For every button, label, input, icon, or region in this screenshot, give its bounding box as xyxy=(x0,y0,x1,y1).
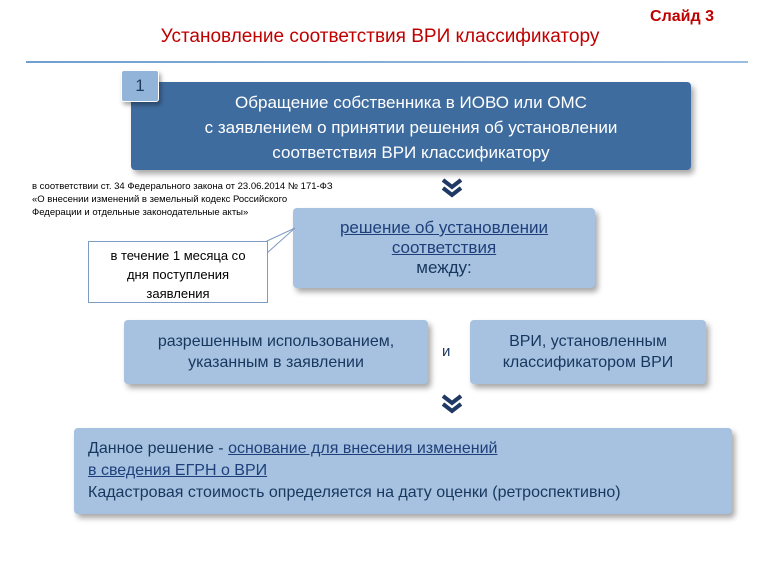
step-number-badge: 1 xyxy=(121,70,159,102)
law-note-line: «О внесении изменений в земельный кодекс Российского xyxy=(32,194,288,205)
double-chevron-down-icon xyxy=(441,394,463,414)
term-callout xyxy=(88,241,268,303)
law-note-line: в соответствии ст. 34 Федерального закона от 23.06.2014 № 171-ФЗ xyxy=(32,181,333,192)
callout-line: заявления xyxy=(146,286,210,301)
slide-number: Слайд 3 xyxy=(650,8,714,25)
classifier-vri-line: ВРИ, установленным xyxy=(509,333,667,350)
step-line: соответствия ВРИ классификатору xyxy=(272,142,550,162)
double-chevron-down-icon xyxy=(441,178,463,198)
final-line-1 xyxy=(88,438,497,460)
callout-line: дня поступления xyxy=(126,267,230,282)
conjunction-label: и xyxy=(442,343,451,360)
classifier-vri-box xyxy=(470,320,706,384)
decision-box xyxy=(293,208,595,288)
callout-pointer xyxy=(265,225,297,255)
title-divider xyxy=(26,61,748,63)
callout-line: в течение 1 месяца со xyxy=(110,248,246,263)
permitted-use-line: указанным в заявлении xyxy=(188,354,364,371)
decision-plain-line: между: xyxy=(416,258,472,277)
final-decision-box xyxy=(74,428,732,514)
step-line: Обращение собственника в ИОВО или ОМС xyxy=(235,92,587,112)
final-underlined-text: основание для внесения изменений xyxy=(228,440,498,457)
final-line-2: в сведения ЕГРН о ВРИ xyxy=(88,462,268,479)
permitted-use-box xyxy=(124,320,428,384)
law-note-line: Федерации и отдельные законодательные акты» xyxy=(32,207,249,218)
step-1-box xyxy=(131,82,691,170)
decision-underlined-line: соответствия xyxy=(391,238,497,257)
final-plain-text: Данное решение - xyxy=(88,440,229,457)
decision-underlined-line: решение об установлении xyxy=(339,218,549,237)
final-line-3: Кадастровая стоимость определяется на дату оценки (ретроспективно) xyxy=(88,484,621,501)
classifier-vri-line: классификатором ВРИ xyxy=(502,354,674,371)
permitted-use-line: разрешенным использованием, xyxy=(157,333,395,350)
step-line: с заявлением о принятии решения об установлении xyxy=(204,117,618,137)
page-title: Установление соответствия ВРИ классификатору xyxy=(160,26,600,47)
